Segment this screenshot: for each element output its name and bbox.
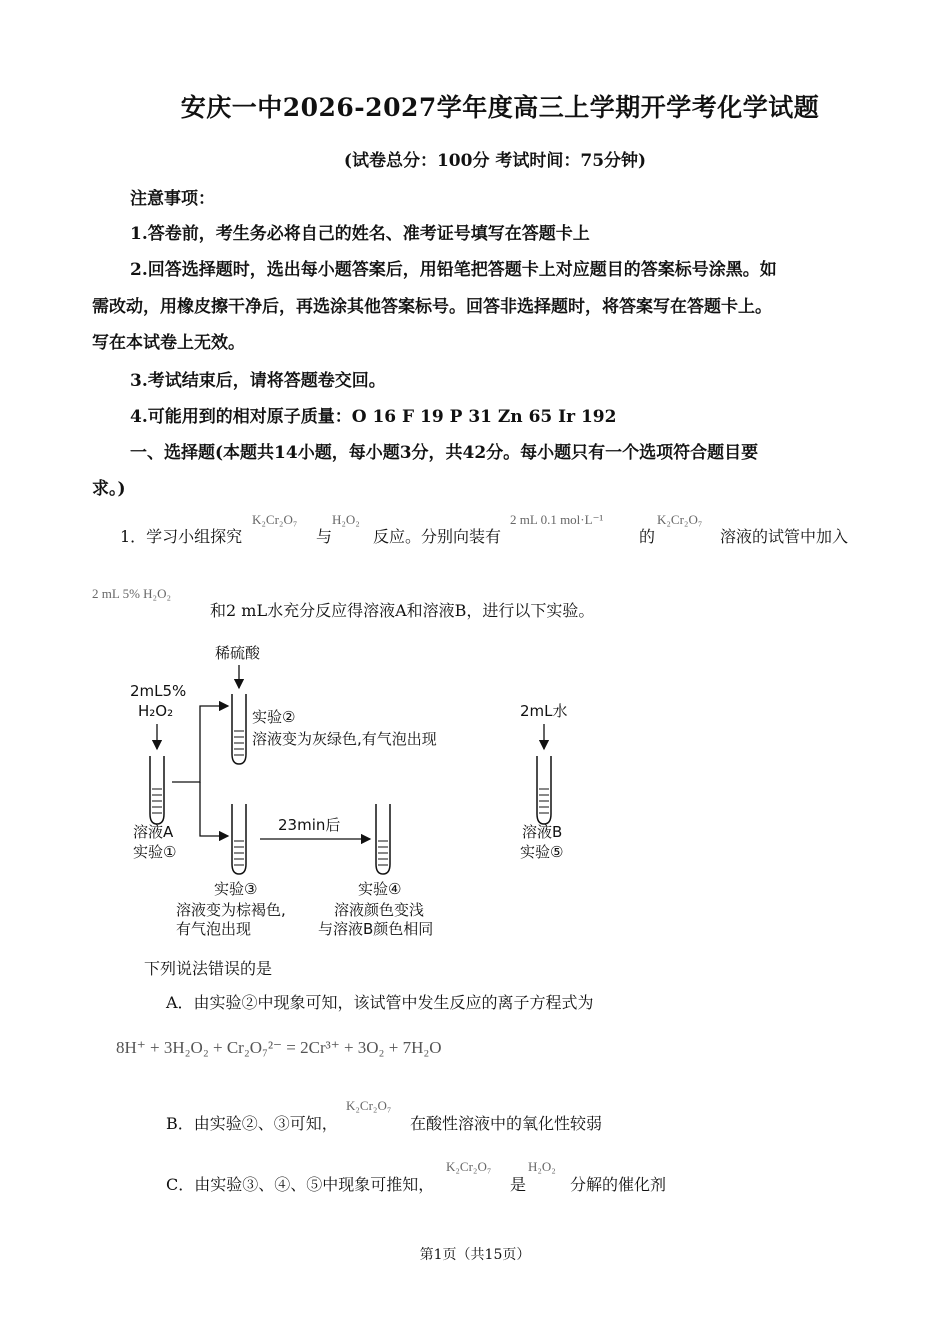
option-c-text-a: C．由实验③、④、⑤中现象可推知， [166,1175,435,1194]
option-b-text-a: B．由实验②、③可知， [166,1114,338,1133]
reagent-water-label: 2mL水 [520,702,568,720]
branch-arrow-down [200,782,228,836]
notice-heading: 注意事项： [130,189,215,209]
experiment-4-observation-1: 溶液颜色变浅 [334,901,425,919]
experiment-5-label: 实验⑤ [520,843,564,861]
reagent-h2o2-formula: H₂O₂ [138,702,174,720]
experiment-4-label: 实验④ [358,880,402,898]
branch-arrow-up [172,706,228,782]
notice-item-3: 3.考试结束后，请将答题卷交回。 [130,371,386,391]
q1-k2cr2o7: K₂Cr₂O₇ [252,512,298,527]
question-prompt: 下列说法错误的是 [144,959,273,978]
section-heading-line-2: 求。) [92,479,126,499]
experiment-3-observation-1: 溶液变为棕褐色, [176,901,286,919]
test-tube-2 [232,694,246,764]
exam-info: (试卷总分：100分 考试时间：75分钟) [343,151,647,171]
q1-text-de: 的 [639,527,656,546]
experiment-1-label: 实验① [133,843,177,861]
section-heading-line-1: 一、选择题(本题共14小题，每小题3分，共42分。每小题只有一个选项符合题目要 [130,443,759,463]
q1-text-a: 1．学习小组探究 [120,527,243,546]
notice-item-1: 1.答卷前，考生务必将自己的姓名、准考证号填写在答题卡上 [130,224,590,244]
option-b-text-b: 在酸性溶液中的氧化性较弱 [410,1114,603,1133]
q1-k2cr2o7-2: K₂Cr₂O₇ [657,512,703,527]
q1-text-line-2: 和2 mL水充分反应得溶液A和溶液B，进行以下实验。 [210,601,595,620]
option-c-text-b: 是 [510,1175,527,1194]
option-a: A．由实验②中现象可知，该试管中发生反应的离子方程式为 [166,993,594,1012]
experiment-4-observation-2: 与溶液B颜色相同 [318,920,434,938]
option-b-k2cr2o7: K₂Cr₂O₇ [346,1098,392,1113]
experiment-2-observation: 溶液变为灰绿色,有气泡出现 [252,730,437,748]
reagent-acid-label: 稀硫酸 [215,644,261,662]
notice-item-2-line-3: 写在本试卷上无效。 [92,333,245,353]
notice-item-2-line-1: 2.回答选择题时，选出每小题答案后，用铅笔把答题卡上对应题目的答案标号涂黑。如 [130,260,777,280]
option-c-h2o2: H₂O₂ [528,1159,556,1174]
option-c-text-c: 分解的催化剂 [570,1175,667,1194]
q1-text-yu: 与 [316,527,333,546]
reagent-h2o2-amount: 2mL5% [130,682,187,700]
experiment-3-observation-2: 有气泡出现 [176,920,252,938]
q1-h2o2: H₂O₂ [332,512,360,527]
q1-text-c: 溶液的试管中加入 [720,527,849,546]
q1-concentration: 2 mL 0.1 mol·L⁻¹ [510,512,604,527]
test-tube-3 [232,804,246,874]
page-title: 安庆一中2026-2027学年度高三上学期开学考化学试题 [180,93,820,122]
notice-item-2-line-2: 需改动，用橡皮擦干净后，再选涂其他答案标号。回答非选择题时，将答案写在答题卡上。 [92,297,772,317]
q1-text-b: 反应。分别向装有 [373,527,502,546]
solution-a-label: 溶液A [133,823,174,841]
experiment-2-label: 实验② [252,708,296,726]
test-tube-5 [537,756,551,824]
q1-h2o2-amount: 2 mL 5% H₂O₂ [92,586,171,601]
page-footer: 第1页（共15页） [419,1247,531,1263]
elapsed-time-label: 23min后 [278,816,341,834]
test-tube-1 [150,756,164,824]
experiment-diagram [100,636,600,946]
option-a-equation: 8H⁺ + 3H₂O₂ + Cr₂O₇²⁻ = 2Cr³⁺ + 3O₂ + 7H₂O [116,1038,442,1057]
notice-item-4: 4.可能用到的相对原子质量：O 16 F 19 P 31 Zn 65 Ir 192 [130,407,617,427]
option-c-k2cr2o7: K₂Cr₂O₇ [446,1159,492,1174]
experiment-3-label: 实验③ [214,880,258,898]
test-tube-4 [376,804,390,874]
solution-b-label: 溶液B [522,823,563,841]
